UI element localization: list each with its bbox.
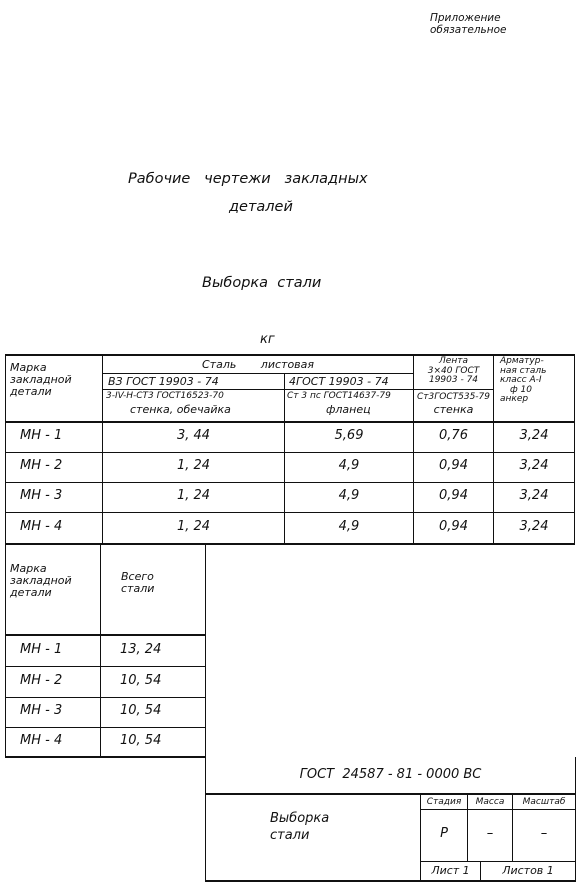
header-sheet-steel: Сталь листовая <box>201 358 315 371</box>
header-mark: Марка закладной детали <box>10 361 72 398</box>
header-rebar: Арматур- ная сталь класс А-I ф 10 анкер <box>500 356 547 404</box>
row-sheet-a: 1, 24 <box>176 488 211 503</box>
row-mark: МН - 2 <box>20 673 63 688</box>
row-sheet-a: 3, 44 <box>176 428 211 443</box>
unit-label: кг <box>260 332 275 347</box>
mass-value: – <box>486 826 494 841</box>
row-sheet-a: 1, 24 <box>176 519 211 534</box>
sheet-b-part: фланец <box>326 403 371 416</box>
title-line-1: Рабочие чертежи закладных <box>128 171 368 187</box>
stage-header: Стадия <box>426 797 462 807</box>
document-code: ГОСТ 24587 - 81 - 0000 ВС <box>299 767 482 782</box>
subtitle: Выборка стали <box>202 275 322 291</box>
row-mark: МН - 3 <box>20 488 63 503</box>
stage-value: Р <box>440 826 448 841</box>
row-sheet-b: 4,9 <box>338 519 360 534</box>
row-rebar: 3,24 <box>519 519 549 534</box>
mass-header: Масса <box>475 797 505 807</box>
row-sheet-b: 5,69 <box>334 428 364 443</box>
annex-label <box>430 12 506 36</box>
strip-part: стенка <box>433 403 474 416</box>
row-mark: МН - 4 <box>20 733 63 748</box>
row-total: 10, 54 <box>120 733 162 748</box>
header-total: Всего стали <box>121 570 155 595</box>
row-strip: 0,76 <box>439 428 468 443</box>
row-mark: МН - 1 <box>20 642 63 657</box>
sheet-a-standard: ВЗ ГОСТ 19903 - 74 <box>108 375 219 388</box>
annex-line-1: Приложение <box>430 12 501 24</box>
sheet-number: Лист 1 <box>431 864 470 877</box>
row-mark: МН - 1 <box>20 428 63 443</box>
row-rebar: 3,24 <box>519 488 549 503</box>
row-mark: МН - 3 <box>20 703 63 718</box>
sheet-a-part: стенка, обечайка <box>130 403 231 416</box>
row-mark: МН - 4 <box>20 519 63 534</box>
sheet-a-grade: 3-IV-Н-СТ3 ГОСТ16523-70 <box>106 391 224 401</box>
row-total: 10, 54 <box>120 673 162 688</box>
document-title <box>128 165 368 221</box>
scale-header: Масштаб <box>522 797 566 807</box>
header-mark-2: Марка закладной детали <box>10 562 72 599</box>
row-rebar: 3,24 <box>519 458 549 473</box>
header-strip: Лента 3×40 ГОСТ 19903 - 74 <box>427 356 480 385</box>
scale-value: – <box>540 826 548 841</box>
sheet-b-grade: Ст 3 пс ГОСТ14637-79 <box>287 391 391 401</box>
stamp-name: Выборка стали <box>270 811 330 843</box>
row-sheet-a: 1, 24 <box>176 458 211 473</box>
sheet-b-standard: 4ГОСТ 19903 - 74 <box>289 375 389 388</box>
title-line-2: деталей <box>229 199 293 215</box>
row-strip: 0,94 <box>439 519 468 534</box>
strip-grade: Ст3ГОСТ535-79 <box>416 392 490 402</box>
row-mark: МН - 2 <box>20 458 63 473</box>
row-strip: 0,94 <box>439 488 468 503</box>
sheets-total: Листов 1 <box>502 864 554 877</box>
row-rebar: 3,24 <box>519 428 549 443</box>
row-total: 10, 54 <box>120 703 162 718</box>
row-sheet-b: 4,9 <box>338 458 360 473</box>
row-sheet-b: 4,9 <box>338 488 360 503</box>
row-strip: 0,94 <box>439 458 468 473</box>
annex-line-2: обязательное <box>430 24 507 36</box>
row-total: 13, 24 <box>120 642 162 657</box>
